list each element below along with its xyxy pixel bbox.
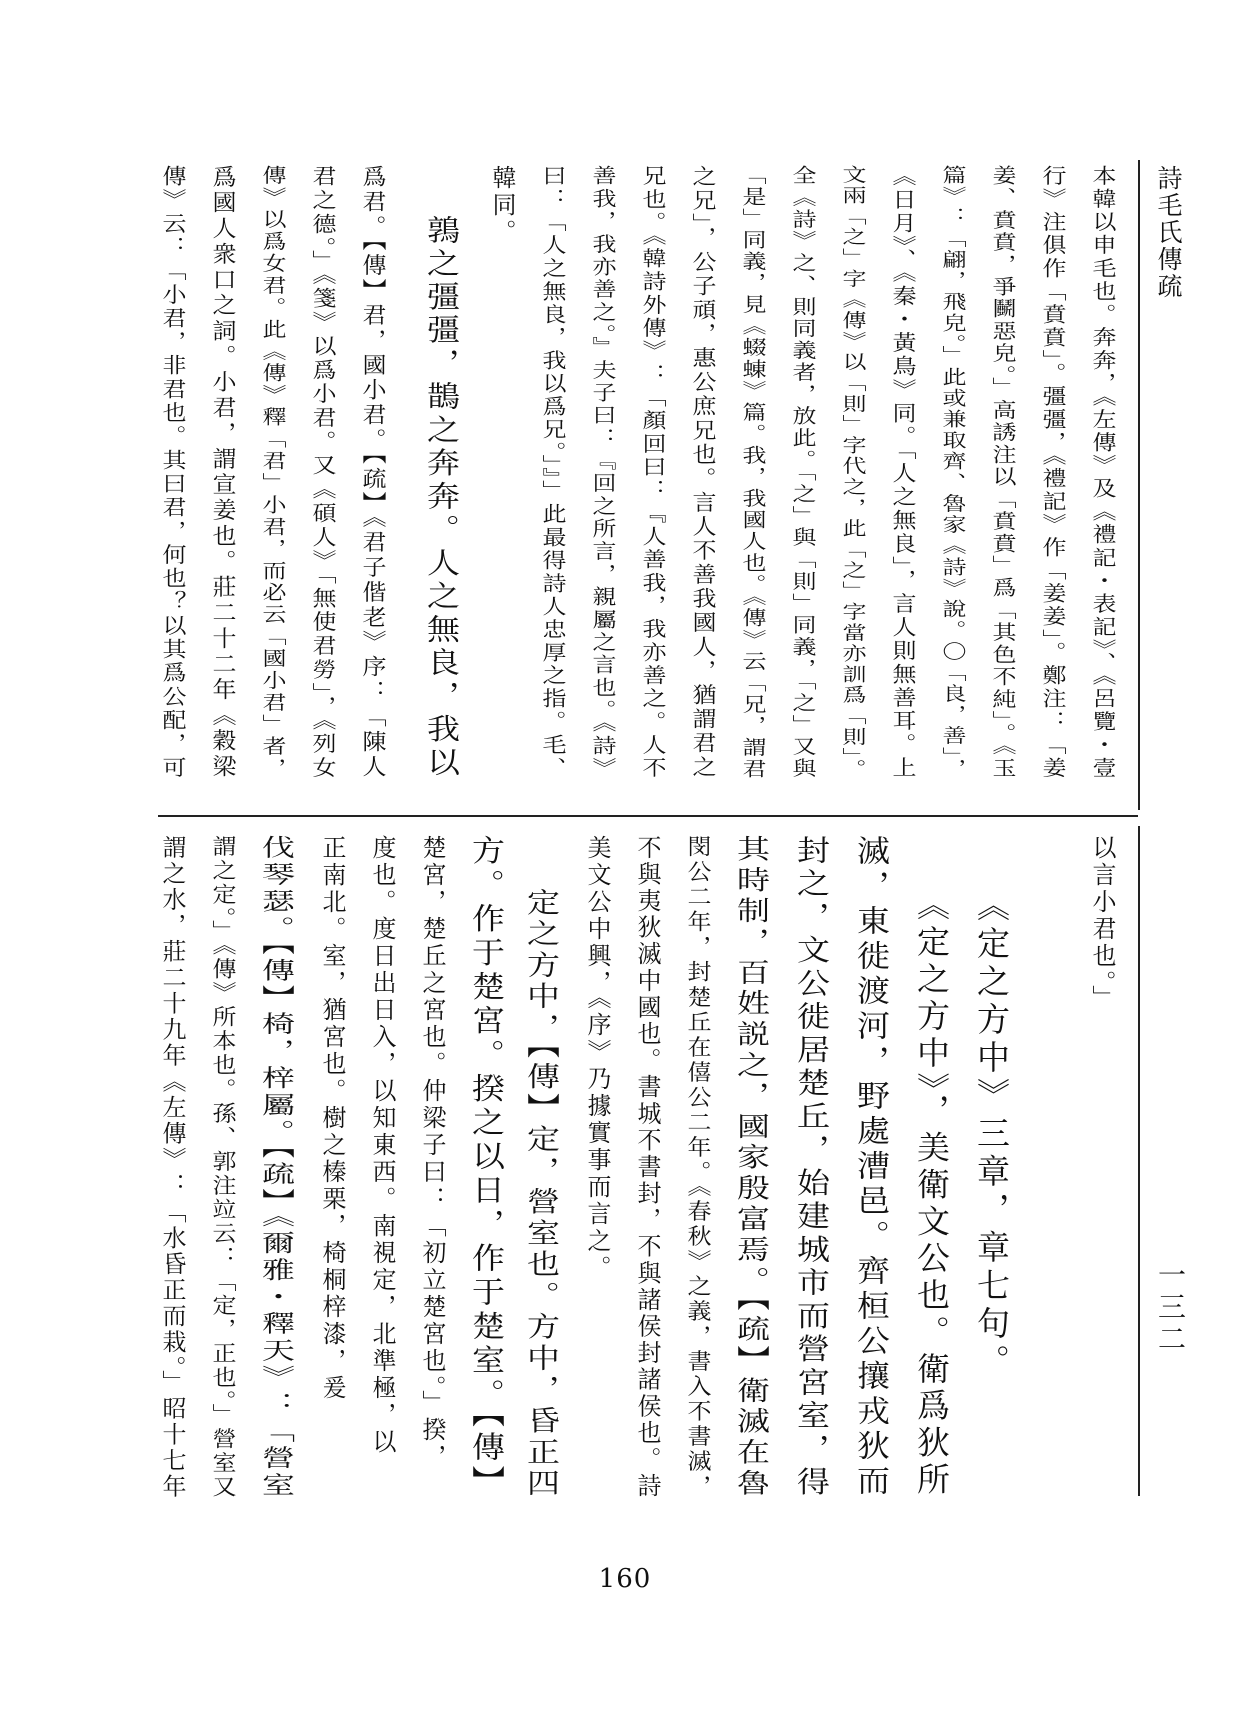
- section-divider: [158, 815, 1138, 817]
- top-column: 姜、賁賁，爭鬭惡皃。」高誘注以「賁賁」爲「其色不純」。《玉: [988, 165, 1016, 780]
- bottom-verse-column: 其時制，百姓説之，國家殷富焉。【疏】衛滅在魯: [732, 835, 771, 1500]
- top-column: 傳》云：「小君，非君也。其曰君，何也？以其爲公配，可: [158, 165, 186, 780]
- top-column: 善我，我亦善之。』夫子曰：『回之所言，親屬之言也。《詩》: [588, 165, 616, 780]
- top-column: 「是」同義，見《蝃蝀》篇。我，我國人也。《傳》云「兄，謂君: [738, 165, 766, 781]
- bottom-column: 美文公中興，《序》乃據實事而言之。: [583, 835, 611, 1282]
- bottom-verse-column: 方。作于楚宮。揆之以日，作于楚室。【傳】: [467, 835, 506, 1500]
- top-verse-column: 鶉之彊彊，鵲之奔奔。人之無良，我以: [422, 215, 461, 781]
- top-column: 韓同。: [488, 165, 516, 246]
- top-column: 曰：「人之無良，我以爲兄。」』」此最得詩人忠厚之指。毛、: [538, 165, 566, 780]
- bottom-column: 不與夷狄滅中國也。書城不書封，不與諸侯封諸侯也。詩: [633, 835, 661, 1500]
- running-head-title: 詩毛氏傳疏: [1154, 165, 1183, 300]
- bottom-heading-column: 《定之方中》三章，章七句。: [972, 888, 1011, 1382]
- bottom-column: 閔公二年，封楚丘在僖公二年。《春秋》之義，書入不書滅，: [683, 835, 711, 1500]
- bottom-verse-column: 封之，文公徙居楚丘，始建城市而營宮室，得: [792, 835, 831, 1500]
- top-column: 君之德。」《箋》以爲小君。又《碩人》「無使君勞」，《列女: [308, 165, 336, 781]
- top-column: 之兄」，公子頑，惠公庶兄也。言人不善我國人，猶謂君之: [688, 165, 716, 780]
- top-column: 傳》以爲女君。此《傳》釋「君」小君，而必云「國小君」者，: [258, 165, 286, 780]
- bottom-column: 以言小君也。」: [1088, 835, 1116, 1012]
- top-column: 全《詩》之、則同義者，放此。「之」與「則」同義，「之」又與: [788, 165, 816, 780]
- top-column: 行》注俱作「賁賁」。彊彊，《禮記》作「姜姜」。鄭注：「姜: [1038, 165, 1066, 780]
- top-column: 爲國人衆口之詞。小君，謂宣姜也。莊二十二年《穀梁: [208, 165, 236, 780]
- header-divider-top: [1138, 160, 1140, 810]
- top-column: 文兩「之」字《傳》以「則」字代之，此「之」字當亦訓爲「則」。: [838, 165, 866, 781]
- top-column: 兄也。《韓詩外傳》：「顏回曰：『人善我，我亦善之。人不: [638, 165, 666, 781]
- bottom-verse-column: 《定之方中》，美衛文公也。衛爲狄所: [912, 888, 951, 1500]
- running-head-folio: 一三二: [1154, 1260, 1187, 1356]
- bottom-column: 謂之水，莊二十九年《左傳》：「水昏正而栽。」昭十七年: [158, 835, 186, 1501]
- top-column: 篇》：「翩，飛皃。」此或兼取齊、魯家《詩》說。〇「良，善」，: [938, 165, 966, 780]
- page-number: 160: [598, 1564, 652, 1594]
- header-divider-bottom: [1138, 826, 1140, 1496]
- bottom-column: 度也。度日出日入，以知東西。南視定，北準極，以: [368, 835, 396, 1456]
- top-column: 爲君。【傳】君，國小君。【疏】《君子偕老》序：「陳人: [358, 165, 386, 780]
- top-column: 本韓以申毛也。奔奔，《左傳》及《禮記・表記》、《呂覽・壹: [1088, 165, 1116, 780]
- bottom-column: 正南北。室，猶宮也。樹之榛栗，椅桐梓漆，爰: [318, 835, 346, 1402]
- bottom-column: 謂之定。」《傳》所本也。孫、郭注竝云：「定，正也。」營室又: [208, 835, 236, 1500]
- bottom-verse-column: 伐琴瑟。【傳】椅，梓屬。【疏】《爾雅・釋天》：「營室: [257, 835, 296, 1500]
- bottom-verse-column: 滅，東徙渡河，野處漕邑。齊桓公攘戎狄而: [852, 835, 891, 1500]
- top-column: 《日月》、《秦・黃鳥》同。「人之無良」，言人則無善耳。上: [888, 165, 916, 781]
- bottom-column: 楚宮，楚丘之宮也。仲梁子曰：「初立楚宮也。」揆，: [418, 835, 446, 1471]
- bottom-verse-column: 定之方中，【傳】定，營室也。方中，昏正四: [522, 888, 561, 1500]
